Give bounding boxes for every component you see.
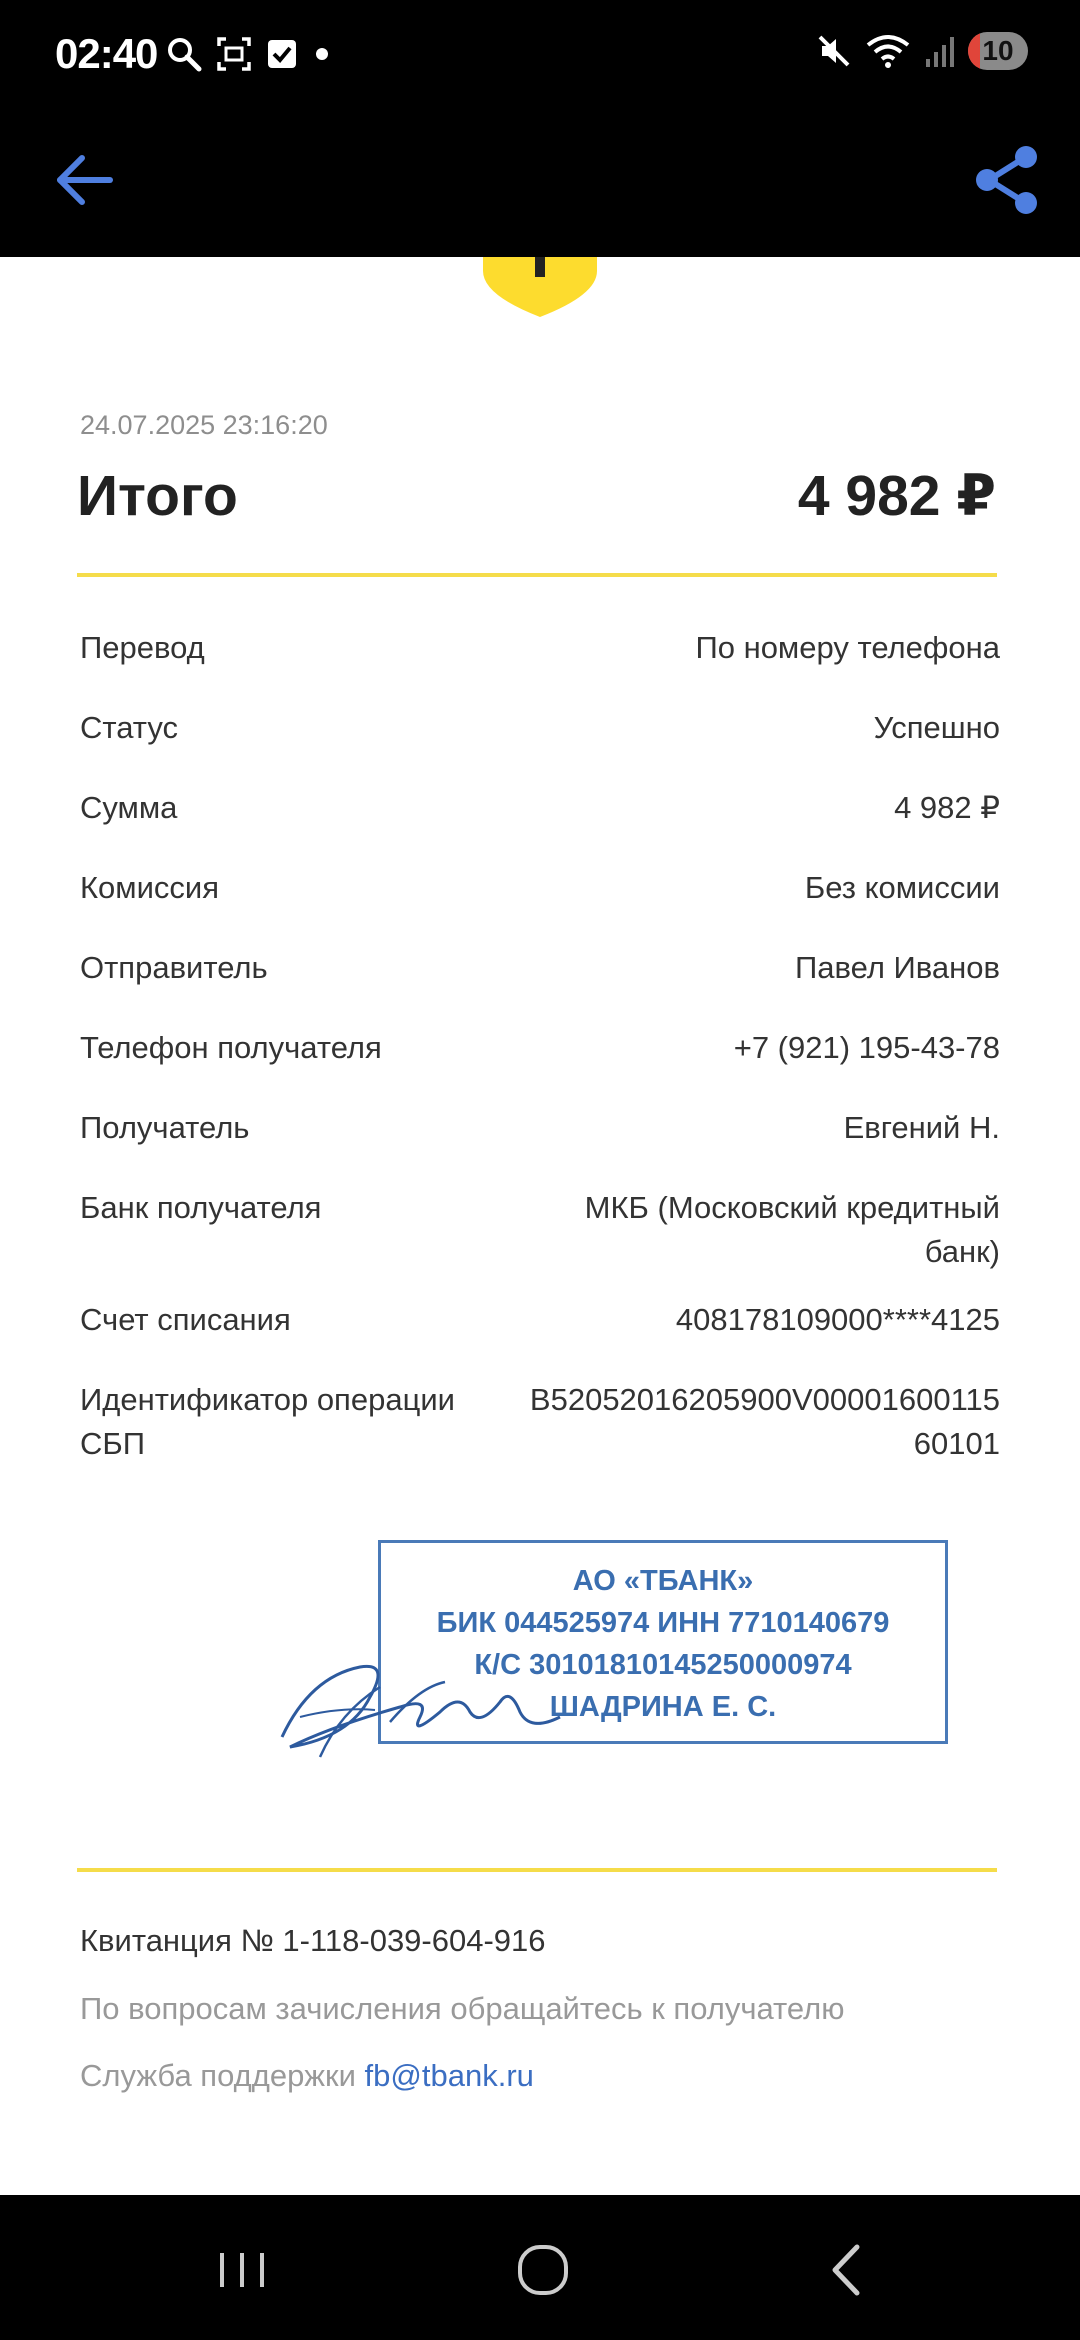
stamp-line: БИК 044525974 ИНН 7710140679	[436, 1607, 890, 1639]
support-email-link[interactable]: fb@tbank.ru	[364, 2058, 534, 2093]
home-icon[interactable]	[508, 2235, 578, 2305]
detail-row	[80, 706, 1000, 750]
total-amount: 4 982 ₽	[797, 464, 996, 528]
row-value-line: B52052016205900V00001600115	[529, 1382, 1000, 1417]
row-value: 4 982 ₽	[894, 790, 1000, 825]
row-label: Счет списания	[80, 1302, 291, 1337]
row-value: 408178109000****4125	[675, 1302, 1000, 1337]
divider-top	[77, 573, 997, 577]
row-label: Перевод	[80, 630, 205, 665]
status-bar	[0, 0, 1080, 112]
row-label-line: Идентификатор операции	[80, 1382, 455, 1417]
row-label-line: СБП	[80, 1426, 146, 1461]
status-right-icons	[816, 32, 1028, 70]
nav-bar	[0, 2195, 1080, 2340]
row-label: Банк получателя	[80, 1190, 322, 1225]
detail-row	[80, 626, 1000, 670]
row-label: Статус	[80, 710, 178, 745]
detail-row	[80, 866, 1000, 910]
row-label: Телефон получателя	[80, 1030, 382, 1065]
support-label: Служба поддержки	[80, 2058, 365, 2093]
row-value: Без комиссии	[804, 870, 1000, 905]
detail-row	[80, 1378, 1000, 1466]
row-value: Евгений Н.	[843, 1110, 1000, 1145]
detail-row	[80, 786, 1000, 830]
row-value	[530, 1378, 1000, 1466]
detail-row	[80, 1298, 1000, 1342]
stamp-line: ШАДРИНА Е. С.	[549, 1691, 777, 1723]
checkbox-icon	[266, 38, 298, 70]
detail-row	[80, 1186, 1000, 1274]
row-value: Павел Иванов	[794, 950, 1000, 985]
battery-badge	[968, 32, 1028, 70]
detail-row	[80, 946, 1000, 990]
row-value: +7 (921) 195-43-78	[733, 1030, 1000, 1065]
receipt-date: 24.07.2025 23:16:20	[80, 410, 328, 440]
footer-note: По вопросам зачисления обращайтесь к получателю	[80, 1991, 845, 2026]
row-value	[585, 1186, 1000, 1274]
search-icon	[166, 36, 202, 72]
detail-row	[80, 1026, 1000, 1070]
support-line	[80, 2058, 534, 2094]
row-value-line: МКБ (Московский кредитный	[584, 1190, 1000, 1225]
row-value-line: 60101	[913, 1426, 1000, 1461]
share-icon[interactable]	[969, 142, 1045, 218]
row-label	[80, 1378, 455, 1466]
receipt	[0, 257, 1080, 2195]
arrow-left-icon[interactable]	[50, 145, 120, 215]
dot-icon	[312, 44, 332, 64]
signature-icon	[270, 1617, 570, 1777]
wifi-icon	[866, 33, 910, 69]
divider-bottom	[77, 1868, 997, 1872]
row-value: По номеру телефона	[695, 630, 1000, 665]
row-label: Отправитель	[80, 950, 268, 985]
screenshot-icon	[216, 36, 252, 72]
row-label: Комиссия	[80, 870, 220, 905]
receipt-number: Квитанция № 1-118-039-604-916	[80, 1923, 546, 1958]
recent-apps-icon[interactable]	[207, 2235, 277, 2305]
tbank-logo-icon	[483, 257, 597, 317]
app-bar	[0, 112, 1080, 257]
nav-back-icon[interactable]	[812, 2235, 882, 2305]
row-value-line: банк)	[924, 1234, 1000, 1269]
status-time: 02:40	[55, 30, 158, 77]
stamp-line: АО «ТБАНК»	[572, 1565, 754, 1597]
status-left-icons	[166, 36, 332, 72]
row-label: Получатель	[80, 1110, 250, 1145]
detail-row	[80, 1106, 1000, 1150]
signal-icon	[924, 33, 954, 69]
stamp-line: К/С 30101810145250000974	[474, 1649, 852, 1681]
row-label: Сумма	[80, 790, 178, 825]
mute-icon	[816, 33, 852, 69]
row-value: Успешно	[873, 710, 1000, 745]
total-label: Итого	[77, 464, 238, 528]
battery-level: 10	[982, 35, 1014, 66]
